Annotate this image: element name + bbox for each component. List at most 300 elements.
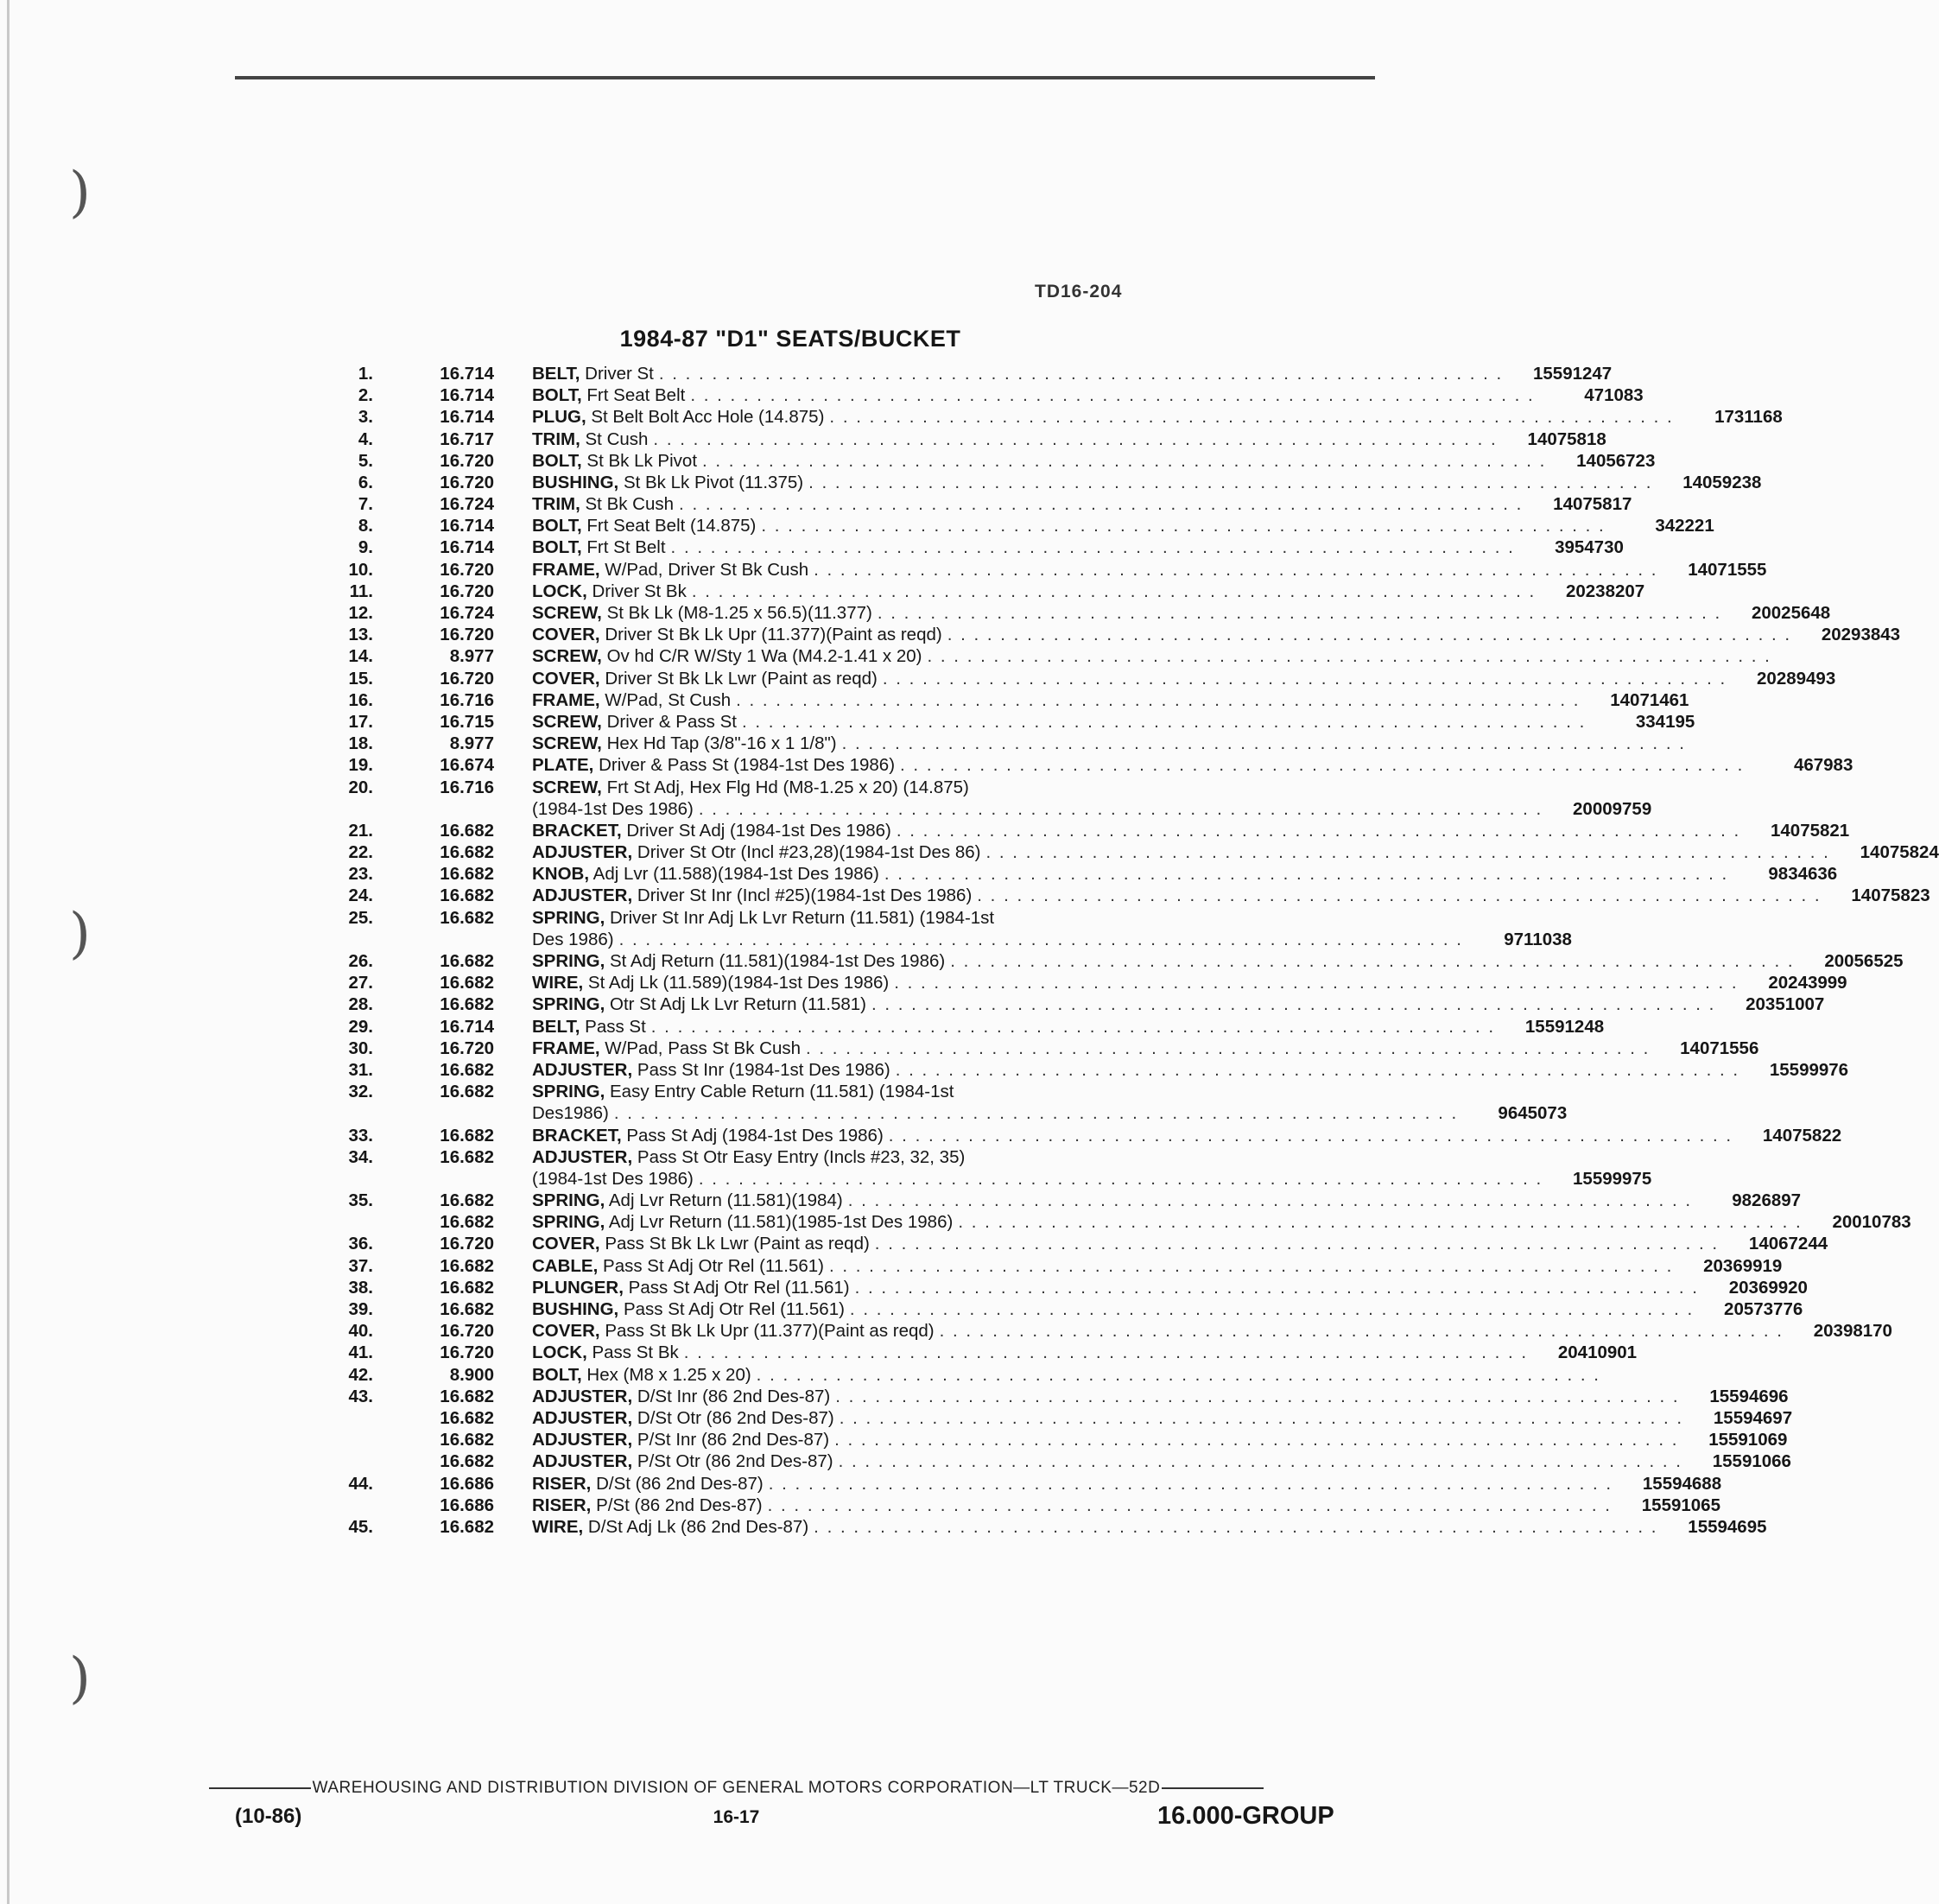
- part-detail: W/Pad, St Cush: [605, 689, 732, 710]
- part-detail: D/St (86 2nd Des-87): [596, 1473, 764, 1494]
- part-detail: Frt St Adj, Hex Flg Hd (M8-1.25 x 20) (14.875): [606, 777, 969, 797]
- part-description: [532, 1342, 1528, 1363]
- group-number: 8.900: [449, 1364, 494, 1385]
- table-row: [320, 777, 1238, 798]
- part-name: SCREW,: [532, 733, 602, 754]
- part-detail: Driver St Otr (Incl #23,28)(1984-1st Des 86): [637, 842, 981, 863]
- item-number: 14.: [348, 646, 373, 667]
- part-detail: Des 1986): [532, 929, 614, 949]
- part-description: [532, 1059, 1739, 1081]
- table-row: [320, 1168, 1652, 1190]
- part-description: [532, 1211, 1803, 1233]
- group-number: 16.682: [440, 973, 494, 993]
- part-number: 15591066: [1712, 1451, 1791, 1472]
- table-row: [320, 798, 1652, 820]
- dot-leader: . . . . . . . . . . . . . . . . . . . . . . . . . . . . . . . . . . . . . . . . . . . . . . . . . . . . . . . . . . . . . . . .: [650, 1016, 1496, 1037]
- group-number: 16.682: [440, 907, 494, 928]
- item-number: 19.: [348, 755, 373, 776]
- group-number: 16.686: [440, 1473, 494, 1494]
- part-number: 15594696: [1709, 1386, 1789, 1406]
- item-number: 40.: [348, 1321, 373, 1342]
- item-number: 28.: [348, 994, 373, 1015]
- group-number: 16.714: [440, 363, 494, 384]
- part-number: 15591065: [1641, 1495, 1720, 1515]
- dot-leader: . . . . . . . . . . . . . . . . . . . . . . . . . . . . . . . . . . . . . . . . . . . . . . . . . . . . . . . . . . . . . . . .: [838, 1451, 1682, 1472]
- part-number: 20410901: [1557, 1342, 1638, 1363]
- part-detail: St Bk Lk Pivot (11.375): [623, 472, 804, 492]
- table-row: [320, 1473, 1722, 1495]
- part-detail: D/St Otr (86 2nd Des-87): [637, 1407, 834, 1428]
- dot-leader: . . . . . . . . . . . . . . . . . . . . . . . . . . . . . . . . . . . . . . . . . . . . . . . . . . . . . . . . . . . . . . . .: [877, 603, 1722, 624]
- part-detail: St Adj Lk (11.589)(1984-1st Des 1986): [587, 973, 890, 993]
- table-row: [320, 1016, 1605, 1038]
- part-description: [532, 950, 1795, 972]
- part-name: KNOB,: [532, 864, 590, 885]
- part-detail: Otr St Adj Lk Lvr Return (11.581): [610, 994, 866, 1015]
- part-description: [532, 1168, 1543, 1190]
- part-detail: P/St (86 2nd Des-87): [596, 1495, 763, 1515]
- table-row: [320, 515, 1714, 536]
- table-row: [320, 1146, 1238, 1168]
- part-detail: Driver St Inr (Incl #25)(1984-1st Des 1986): [637, 885, 973, 906]
- item-number: 31.: [348, 1059, 373, 1080]
- part-number: 1731168: [1714, 407, 1783, 428]
- part-description: [532, 1407, 1683, 1429]
- dot-leader: . . . . . . . . . . . . . . . . . . . . . . . . . . . . . . . . . . . . . . . . . . . . . . . . . . . . . . . . . . . . . . . .: [806, 1038, 1651, 1058]
- item-number: 29.: [348, 1016, 373, 1037]
- part-description: [532, 363, 1503, 384]
- group-number: 16.720: [440, 1342, 494, 1363]
- dot-leader: . . . . . . . . . . . . . . . . . . . . . . . . . . . . . . . . . . . . . . . . . . . . . . . . . . . . . . . . . . . . . . . .: [835, 1386, 1680, 1406]
- item-number: 10.: [348, 559, 373, 580]
- document-code: TD16-204: [1035, 282, 1123, 301]
- part-name: BELT,: [532, 1016, 580, 1037]
- page-title: 1984-87 "D1" SEATS/BUCKET: [619, 326, 961, 352]
- part-detail: Hex Hd Tap (3/8"-16 x 1 1/8"): [606, 733, 837, 754]
- table-row: [320, 668, 1836, 689]
- group-number: 16.682: [440, 1299, 494, 1320]
- part-description: [532, 493, 1523, 515]
- table-row: [320, 1298, 1803, 1320]
- part-name: FRAME,: [532, 559, 600, 580]
- item-number: 22.: [348, 842, 373, 863]
- part-detail: Driver St Inr Adj Lk Lvr Return (11.581) (1984-1st: [610, 907, 995, 928]
- dot-leader: . . . . . . . . . . . . . . . . . . . . . . . . . . . . . . . . . . . . . . . . . . . . . . . . . . . . . . . . . . . . . . . .: [756, 1364, 1601, 1385]
- part-name: FRAME,: [532, 1038, 600, 1058]
- part-number: 3954730: [1555, 537, 1624, 558]
- part-name: BOLT,: [532, 450, 582, 471]
- part-description: [532, 450, 1546, 472]
- item-number: 16.: [348, 689, 373, 710]
- table-row: [320, 493, 1632, 515]
- item-number: 42.: [348, 1364, 373, 1385]
- footer-page-number: 16-17: [713, 1807, 760, 1827]
- part-description: [532, 1495, 1612, 1516]
- dot-leader: . . . . . . . . . . . . . . . . . . . . . . . . . . . . . . . . . . . . . . . . . . . . . . . . . . . . . . . . . . . . . . . .: [683, 1342, 1529, 1363]
- item-number: 3.: [358, 407, 373, 428]
- part-name: ADJUSTER,: [532, 1407, 633, 1428]
- table-row: [320, 907, 1238, 929]
- part-number: 14075823: [1851, 885, 1930, 906]
- item-number: 1.: [358, 363, 373, 384]
- part-number: 14075821: [1770, 820, 1850, 841]
- group-number: 16.682: [440, 1212, 494, 1233]
- part-description: [532, 733, 1686, 754]
- table-row: [320, 559, 1767, 581]
- part-number: 14075824: [1860, 842, 1939, 863]
- part-description: [532, 885, 1822, 906]
- part-description: [532, 841, 1830, 863]
- part-number: 471083: [1584, 385, 1644, 406]
- part-number: 467983: [1793, 755, 1853, 776]
- dot-leader: . . . . . . . . . . . . . . . . . . . . . . . . . . . . . . . . . . . . . . . . . . . . . . . . . . . . . . . . . . . . . . . .: [814, 1516, 1658, 1537]
- part-detail: Driver St Bk Lk Lwr (Paint as reqd): [605, 668, 878, 689]
- item-number: 17.: [348, 711, 373, 732]
- table-row: [320, 1364, 1601, 1386]
- item-number: 9.: [358, 537, 373, 558]
- part-description: [532, 1081, 1129, 1102]
- table-row: [320, 450, 1656, 472]
- part-name: TRIM,: [532, 494, 580, 515]
- part-name: BOLT,: [532, 537, 582, 558]
- part-number: 15594695: [1688, 1516, 1767, 1537]
- group-number: 16.682: [440, 1451, 494, 1472]
- table-row: [320, 993, 1825, 1015]
- part-number: 14056723: [1576, 450, 1656, 471]
- table-row: [320, 972, 1847, 993]
- part-description: [532, 777, 1129, 798]
- part-description: [532, 668, 1727, 689]
- group-number: 16.682: [440, 1082, 494, 1102]
- part-name: RISER,: [532, 1495, 592, 1515]
- part-number: 20293843: [1821, 625, 1901, 645]
- item-number: 45.: [348, 1516, 373, 1537]
- dot-leader: . . . . . . . . . . . . . . . . . . . . . . . . . . . . . . . . . . . . . . . . . . . . . . . . . . . . . . . . . . . . . . . .: [658, 363, 1504, 384]
- part-description: [532, 1233, 1719, 1254]
- group-number: 16.720: [440, 450, 494, 471]
- group-number: 16.720: [440, 559, 494, 580]
- group-number: 16.682: [440, 885, 494, 906]
- group-number: 16.714: [440, 407, 494, 428]
- part-number: 14071461: [1610, 689, 1689, 710]
- part-name: WIRE,: [532, 973, 584, 993]
- dot-leader: . . . . . . . . . . . . . . . . . . . . . . . . . . . . . . . . . . . . . . . . . . . . . . . . . . . . . . . . . . . . . . . .: [690, 385, 1535, 406]
- part-description: [532, 929, 1463, 950]
- part-number: 20351007: [1746, 994, 1825, 1015]
- group-number: 16.714: [440, 385, 494, 406]
- part-name: ADJUSTER,: [532, 842, 633, 863]
- part-detail: Driver St Bk Lk Upr (11.377)(Paint as reqd): [605, 625, 942, 645]
- table-row: [320, 711, 1695, 733]
- dot-leader: . . . . . . . . . . . . . . . . . . . . . . . . . . . . . . . . . . . . . . . . . . . . . . . . . . . . . . . . . . . . . . . .: [741, 711, 1587, 732]
- table-row: [320, 624, 1901, 645]
- group-number: 16.720: [440, 581, 494, 601]
- part-detail: Pass St Adj Otr Rel (11.561): [603, 1255, 824, 1276]
- dot-leader: . . . . . . . . . . . . . . . . . . . . . . . . . . . . . . . . . . . . . . . . . . . . . . . . . . . . . . . . . . . . . . . .: [854, 1277, 1699, 1298]
- part-detail: St Cush: [585, 428, 649, 449]
- group-number: 16.717: [440, 428, 494, 449]
- part-number: 20369919: [1703, 1255, 1783, 1276]
- table-row: [320, 1516, 1767, 1538]
- binder-hole-mark: ): [69, 1647, 91, 1710]
- part-detail: Driver St Bk: [592, 581, 687, 601]
- part-description: [532, 820, 1740, 841]
- item-number: 33.: [348, 1125, 373, 1146]
- dot-leader: . . . . . . . . . . . . . . . . . . . . . . . . . . . . . . . . . . . . . . . . . . . . . . . . . . . . . . . . . . . . . . . .: [814, 559, 1658, 580]
- group-number: 16.720: [440, 1038, 494, 1058]
- part-name: SPRING,: [532, 994, 605, 1015]
- part-name: RISER,: [532, 1473, 592, 1494]
- part-number: 14075822: [1762, 1125, 1842, 1146]
- dot-leader: . . . . . . . . . . . . . . . . . . . . . . . . . . . . . . . . . . . . . . . . . . . . . . . . . . . . . . . . . . . . . . . .: [888, 1125, 1733, 1146]
- dot-leader: . . . . . . . . . . . . . . . . . . . . . . . . . . . . . . . . . . . . . . . . . . . . . . . . . . . . . . . . . . . . . . . .: [896, 820, 1741, 841]
- part-detail: Frt St Belt: [586, 537, 666, 558]
- group-number: 16.682: [440, 1386, 494, 1406]
- group-number: 16.682: [440, 951, 494, 972]
- item-number: 5.: [358, 450, 373, 471]
- part-detail: Pass St Otr Easy Entry (Incls #23, 32, 35): [637, 1146, 966, 1167]
- group-number: 16.714: [440, 537, 494, 558]
- table-row: [320, 1429, 1788, 1450]
- group-number: 16.682: [440, 1277, 494, 1298]
- item-number: 11.: [349, 581, 373, 601]
- part-name: SPRING,: [532, 1082, 605, 1102]
- part-description: [532, 798, 1543, 820]
- dot-leader: . . . . . . . . . . . . . . . . . . . . . . . . . . . . . . . . . . . . . . . . . . . . . . . . . . . . . . . . . . . . . . . .: [698, 798, 1543, 819]
- part-name: PLUG,: [532, 407, 586, 428]
- part-description: [532, 581, 1536, 602]
- part-number: 15591248: [1524, 1016, 1605, 1037]
- part-description: [532, 1146, 1129, 1168]
- part-description: [532, 624, 1791, 645]
- dot-leader: . . . . . . . . . . . . . . . . . . . . . . . . . . . . . . . . . . . . . . . . . . . . . . . . . . . . . . . . . . . . . . . .: [847, 1190, 1693, 1211]
- part-name: SPRING,: [532, 1212, 605, 1233]
- table-row: [320, 1190, 1802, 1211]
- part-description: [532, 515, 1606, 536]
- part-detail: Pass St Bk Lk Lwr (Paint as reqd): [605, 1234, 870, 1254]
- part-name: SPRING,: [532, 951, 605, 972]
- group-number: 16.720: [440, 472, 494, 492]
- table-row: [320, 733, 1686, 754]
- item-number: 18.: [348, 733, 373, 754]
- part-number: 15594697: [1713, 1407, 1793, 1428]
- item-number: 13.: [348, 625, 373, 645]
- dot-leader: . . . . . . . . . . . . . . . . . . . . . . . . . . . . . . . . . . . . . . . . . . . . . . . . . . . . . . . . . . . . . . . .: [761, 516, 1606, 536]
- page-edge-shadow: [7, 0, 10, 1904]
- dot-leader: . . . . . . . . . . . . . . . . . . . . . . . . . . . . . . . . . . . . . . . . . . . . . . . . . . . . . . . . . . . . . . . .: [839, 1407, 1684, 1428]
- footer-distributor: WAREHOUSING AND DISTRIBUTION DIVISION OF GENERAL MOTORS CORPORATION—LT TRUCK—52D: [312, 1779, 1161, 1797]
- dot-leader: . . . . . . . . . . . . . . . . . . . . . . . . . . . . . . . . . . . . . . . . . . . . . . . . . . . . . . . . . . . . . . . .: [871, 994, 1716, 1015]
- table-row: [320, 645, 1771, 667]
- part-description: [532, 1320, 1784, 1342]
- part-name: SCREW,: [532, 777, 602, 797]
- part-description: [532, 863, 1728, 885]
- group-number: 16.720: [440, 1321, 494, 1342]
- dot-leader: . . . . . . . . . . . . . . . . . . . . . . . . . . . . . . . . . . . . . . . . . . . . . . . . . . . . . . . . . . . . . . . .: [829, 1255, 1674, 1276]
- part-name: BOLT,: [532, 385, 582, 406]
- part-description: [532, 689, 1580, 711]
- dot-leader: . . . . . . . . . . . . . . . . . . . . . . . . . . . . . . . . . . . . . . . . . . . . . . . . . . . . . . . . . . . . . . . .: [874, 1234, 1720, 1254]
- table-row: [320, 1407, 1793, 1429]
- part-name: ADJUSTER,: [532, 1451, 633, 1472]
- table-row: [320, 689, 1689, 711]
- part-name: SCREW,: [532, 646, 602, 667]
- header-rule: [235, 76, 1375, 79]
- part-number: 20025648: [1751, 603, 1831, 624]
- binder-hole-mark: ): [69, 902, 91, 966]
- part-description: [532, 1298, 1694, 1320]
- part-number: 20289493: [1757, 668, 1836, 689]
- group-number: 16.720: [440, 625, 494, 645]
- item-number: 26.: [348, 951, 373, 972]
- group-number: 16.682: [440, 1146, 494, 1167]
- part-number: 15594688: [1642, 1473, 1722, 1494]
- item-number: 4.: [358, 428, 373, 449]
- part-number: 14071556: [1680, 1038, 1759, 1058]
- group-number: 16.682: [440, 1407, 494, 1428]
- part-name: PLATE,: [532, 755, 594, 776]
- part-description: [532, 602, 1721, 624]
- part-description: [532, 428, 1498, 450]
- part-detail: Des1986): [532, 1103, 609, 1124]
- item-number: 38.: [348, 1277, 373, 1298]
- part-name: ADJUSTER,: [532, 1059, 633, 1080]
- group-number: 16.714: [440, 516, 494, 536]
- part-number: 20369920: [1728, 1277, 1808, 1298]
- part-detail: St Bk Lk Pivot: [586, 450, 698, 471]
- part-detail: (1984-1st Des 1986): [532, 798, 694, 819]
- table-row: [320, 1125, 1842, 1146]
- table-row: [320, 1342, 1638, 1363]
- part-detail: St Bk Lk (M8-1.25 x 56.5)(11.377): [606, 603, 872, 624]
- item-number: 27.: [348, 973, 373, 993]
- part-detail: Pass St: [585, 1016, 646, 1037]
- item-number: 30.: [348, 1038, 373, 1058]
- binder-hole-mark: ): [69, 161, 91, 225]
- part-detail: Pass St Adj (1984-1st Des 1986): [626, 1125, 884, 1146]
- item-number: 32.: [348, 1082, 373, 1102]
- part-name: SPRING,: [532, 907, 605, 928]
- part-name: ADJUSTER,: [532, 1386, 633, 1406]
- dot-leader: . . . . . . . . . . . . . . . . . . . . . . . . . . . . . . . . . . . . . . . . . . . . . . . . . . . . . . . . . . . . . . . .: [958, 1212, 1803, 1233]
- table-row: [320, 863, 1838, 885]
- part-number: 334195: [1635, 711, 1695, 732]
- table-row: [320, 929, 1572, 950]
- item-number: 39.: [348, 1299, 373, 1320]
- table-row: [320, 1255, 1783, 1277]
- part-name: TRIM,: [532, 428, 580, 449]
- part-description: [532, 1016, 1495, 1038]
- dot-leader: . . . . . . . . . . . . . . . . . . . . . . . . . . . . . . . . . . . . . . . . . . . . . . . . . . . . . . . . . . . . . . . .: [882, 668, 1727, 689]
- part-description: [532, 559, 1657, 581]
- parts-list: [320, 363, 1939, 1538]
- part-number: 20398170: [1813, 1321, 1892, 1342]
- part-name: ADJUSTER,: [532, 1430, 633, 1450]
- part-name: COVER,: [532, 1321, 600, 1342]
- group-number: 16.720: [440, 1234, 494, 1254]
- part-detail: W/Pad, Driver St Bk Cush: [605, 559, 809, 580]
- part-name: FRAME,: [532, 689, 600, 710]
- part-description: [532, 1473, 1613, 1495]
- group-number: 16.682: [440, 820, 494, 841]
- group-number: 8.977: [449, 646, 494, 667]
- dot-leader: . . . . . . . . . . . . . . . . . . . . . . . . . . . . . . . . . . . . . . . . . . . . . . . . . . . . . . . . . . . . . . . .: [977, 885, 1822, 906]
- part-name: PLUNGER,: [532, 1277, 624, 1298]
- part-number: 9834636: [1768, 864, 1838, 885]
- item-number: 24.: [348, 885, 373, 906]
- part-detail: Frt Seat Belt: [586, 385, 686, 406]
- part-detail: Driver & Pass St: [606, 711, 737, 732]
- part-detail: (1984-1st Des 1986): [532, 1168, 694, 1189]
- part-detail: Pass St Adj Otr Rel (11.561): [628, 1277, 850, 1298]
- part-name: ADJUSTER,: [532, 1146, 633, 1167]
- table-row: [320, 1211, 1911, 1233]
- group-number: 16.720: [440, 668, 494, 689]
- group-number: 16.682: [440, 1430, 494, 1450]
- part-name: SPRING,: [532, 1190, 605, 1211]
- group-number: 16.674: [440, 755, 494, 776]
- part-number: 9645073: [1498, 1103, 1568, 1124]
- item-number: 2.: [358, 385, 373, 406]
- group-number: 16.682: [440, 1516, 494, 1537]
- part-detail: P/St Inr (86 2nd Des-87): [637, 1430, 830, 1450]
- part-description: [532, 536, 1515, 558]
- group-number: 16.682: [440, 842, 494, 863]
- part-detail: Pass St Inr (1984-1st Des 1986): [637, 1059, 890, 1080]
- table-row: [320, 363, 1613, 384]
- part-description: [532, 472, 1652, 493]
- part-name: COVER,: [532, 625, 600, 645]
- part-description: [532, 1125, 1733, 1146]
- group-number: 16.682: [440, 864, 494, 885]
- part-name: SCREW,: [532, 711, 602, 732]
- item-number: 36.: [348, 1234, 373, 1254]
- part-description: [532, 754, 1744, 776]
- footer-date: (10-86): [235, 1805, 302, 1828]
- part-description: [532, 1255, 1673, 1277]
- item-number: 25.: [348, 907, 373, 928]
- part-number: 20238207: [1565, 581, 1645, 601]
- part-detail: Driver St: [585, 363, 654, 384]
- part-detail: Driver & Pass St (1984-1st Des 1986): [599, 755, 896, 776]
- part-description: [532, 1190, 1692, 1211]
- dot-leader: . . . . . . . . . . . . . . . . . . . . . . . . . . . . . . . . . . . . . . . . . . . . . . . . . . . . . . . . . . . . . . . .: [768, 1473, 1613, 1494]
- part-name: COVER,: [532, 668, 600, 689]
- item-number: 20.: [348, 777, 373, 797]
- dot-leader: . . . . . . . . . . . . . . . . . . . . . . . . . . . . . . . . . . . . . . . . . . . . . . . . . . . . . . . . . . . . . . . .: [841, 733, 1686, 754]
- part-name: ADJUSTER,: [532, 885, 633, 906]
- part-number: 14071555: [1688, 559, 1767, 580]
- item-number: 7.: [358, 494, 373, 515]
- part-detail: Ov hd C/R W/Sty 1 Wa (M4.2-1.41 x 20): [606, 646, 922, 667]
- dot-leader: . . . . . . . . . . . . . . . . . . . . . . . . . . . . . . . . . . . . . . . . . . . . . . . . . . . . . . . . . . . . . . . .: [702, 450, 1547, 471]
- part-detail: St Bk Cush: [585, 494, 675, 515]
- dot-leader: . . . . . . . . . . . . . . . . . . . . . . . . . . . . . . . . . . . . . . . . . . . . . . . . . . . . . . . . . . . . . . . .: [653, 428, 1498, 449]
- part-number: 14059238: [1682, 472, 1762, 492]
- part-detail: St Belt Bolt Acc Hole (14.875): [591, 407, 825, 428]
- dot-leader: . . . . . . . . . . . . . . . . . . . . . . . . . . . . . . . . . . . . . . . . . . . . . . . . . . . . . . . . . . . . . . . .: [767, 1495, 1612, 1515]
- item-number: 12.: [348, 603, 373, 624]
- part-number: 20243999: [1768, 973, 1847, 993]
- table-row: [320, 406, 1783, 428]
- part-number: 9826897: [1732, 1190, 1802, 1211]
- part-description: [532, 1516, 1658, 1538]
- item-number: 34.: [348, 1146, 373, 1167]
- item-number: 23.: [348, 864, 373, 885]
- part-detail: Frt Seat Belt (14.875): [586, 516, 757, 536]
- part-number: 14067244: [1748, 1234, 1828, 1254]
- item-number: 15.: [348, 668, 373, 689]
